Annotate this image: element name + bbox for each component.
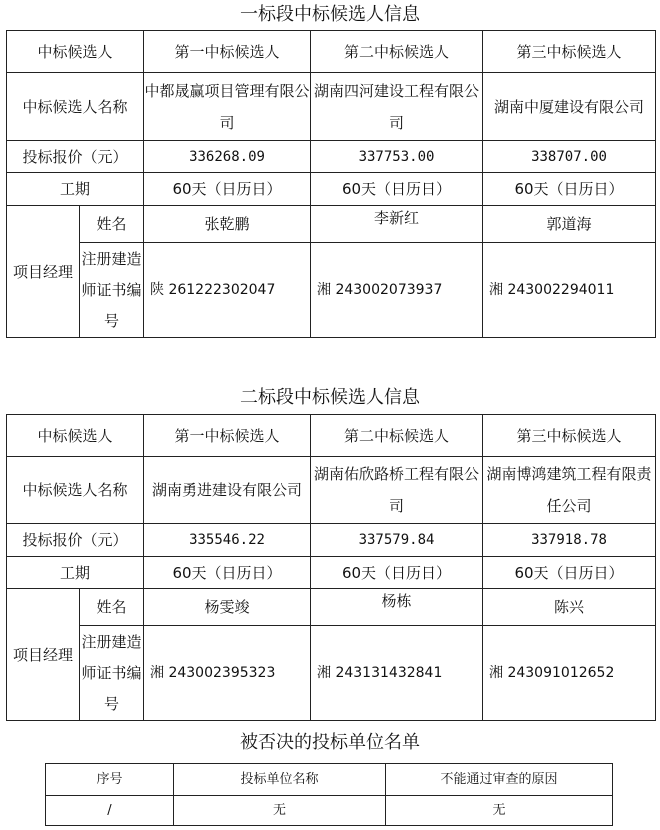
person-name: 张乾鹏 bbox=[144, 206, 311, 243]
table-row bbox=[7, 73, 656, 141]
table-row bbox=[7, 524, 656, 557]
cert-number: 陕 261222302047 bbox=[144, 243, 311, 338]
header-cell: 第三中标候选人 bbox=[483, 415, 656, 457]
person-name bbox=[311, 206, 483, 243]
project-manager-label: 项目经理 bbox=[7, 206, 80, 338]
candidate-name: 湖南勇进建设有限公司 bbox=[144, 457, 311, 524]
candidate-name: 湖南中厦建设有限公司 bbox=[483, 73, 656, 141]
work-period: 60天（日历日） bbox=[483, 557, 656, 589]
person-label: 姓名 bbox=[80, 206, 144, 243]
header-cell: 第二中标候选人 bbox=[311, 31, 483, 73]
header-cell: 第二中标候选人 bbox=[311, 415, 483, 457]
table-row bbox=[7, 415, 656, 457]
cert-label: 注册建造师证书编号 bbox=[80, 243, 144, 338]
row-label: 工期 bbox=[7, 557, 144, 589]
table-row bbox=[7, 243, 656, 338]
section1-title: 一标段中标候选人信息 bbox=[240, 4, 420, 25]
table-cell: / bbox=[46, 796, 174, 826]
row-label: 投标报价（元） bbox=[7, 524, 144, 557]
table-row bbox=[7, 141, 656, 173]
row-label: 中标候选人名称 bbox=[7, 73, 144, 141]
person-name-text: 李新红 bbox=[374, 209, 420, 227]
row-label: 中标候选人名称 bbox=[7, 457, 144, 524]
work-period: 60天（日历日） bbox=[483, 173, 656, 206]
bid-price: 336268.09 bbox=[144, 141, 311, 173]
cert-number: 湘 243002395323 bbox=[144, 626, 311, 721]
table-cell: 无 bbox=[386, 796, 613, 826]
header-cell: 不能通过审查的原因 bbox=[386, 764, 613, 796]
cert-number: 湘 243091012652 bbox=[483, 626, 656, 721]
rejected-table bbox=[45, 763, 613, 826]
person-name: 郭道海 bbox=[483, 206, 656, 243]
table-row bbox=[7, 626, 656, 721]
work-period: 60天（日历日） bbox=[144, 557, 311, 589]
header-cell: 第三中标候选人 bbox=[483, 31, 656, 73]
section2-table bbox=[6, 414, 656, 721]
row-label: 投标报价（元） bbox=[7, 141, 144, 173]
header-cell: 投标单位名称 bbox=[174, 764, 386, 796]
header-cell: 中标候选人 bbox=[7, 415, 144, 457]
cert-label: 注册建造师证书编号 bbox=[80, 626, 144, 721]
table-row bbox=[7, 31, 656, 73]
bid-price: 337918.78 bbox=[483, 524, 656, 557]
person-label: 姓名 bbox=[80, 589, 144, 626]
header-cell: 序号 bbox=[46, 764, 174, 796]
work-period: 60天（日历日） bbox=[144, 173, 311, 206]
table-cell: 无 bbox=[174, 796, 386, 826]
candidate-name: 湖南四河建设工程有限公司 bbox=[311, 73, 483, 141]
project-manager-label: 项目经理 bbox=[7, 589, 80, 721]
section1-table bbox=[6, 30, 656, 338]
work-period: 60天（日历日） bbox=[311, 557, 483, 589]
header-cell: 第一中标候选人 bbox=[144, 415, 311, 457]
header-cell: 中标候选人 bbox=[7, 31, 144, 73]
row-label: 工期 bbox=[7, 173, 144, 206]
work-period: 60天（日历日） bbox=[311, 173, 483, 206]
bid-price: 335546.22 bbox=[144, 524, 311, 557]
table-row bbox=[7, 173, 656, 206]
header-cell: 第一中标候选人 bbox=[144, 31, 311, 73]
bid-price: 337753.00 bbox=[311, 141, 483, 173]
rejected-title: 被否决的投标单位名单 bbox=[240, 732, 420, 753]
candidate-name: 湖南博鸿建筑工程有限责任公司 bbox=[483, 457, 656, 524]
table-row bbox=[46, 764, 613, 796]
table-row bbox=[7, 206, 656, 243]
person-name-text: 杨栋 bbox=[381, 592, 412, 610]
table-row bbox=[46, 796, 613, 826]
table-row bbox=[7, 557, 656, 589]
cert-number: 湘 243002294011 bbox=[483, 243, 656, 338]
cert-number: 湘 243131432841 bbox=[311, 626, 483, 721]
bid-price: 338707.00 bbox=[483, 141, 656, 173]
section2-title: 二标段中标候选人信息 bbox=[240, 387, 420, 408]
cert-number: 湘 243002073937 bbox=[311, 243, 483, 338]
candidate-name: 中都晟赢项目管理有限公司 bbox=[144, 73, 311, 141]
bid-price: 337579.84 bbox=[311, 524, 483, 557]
person-name: 杨雯竣 bbox=[144, 589, 311, 626]
candidate-name: 湖南佑欣路桥工程有限公司 bbox=[311, 457, 483, 524]
table-row bbox=[7, 589, 656, 626]
person-name bbox=[311, 589, 483, 626]
person-name: 陈兴 bbox=[483, 589, 656, 626]
table-row bbox=[7, 457, 656, 524]
